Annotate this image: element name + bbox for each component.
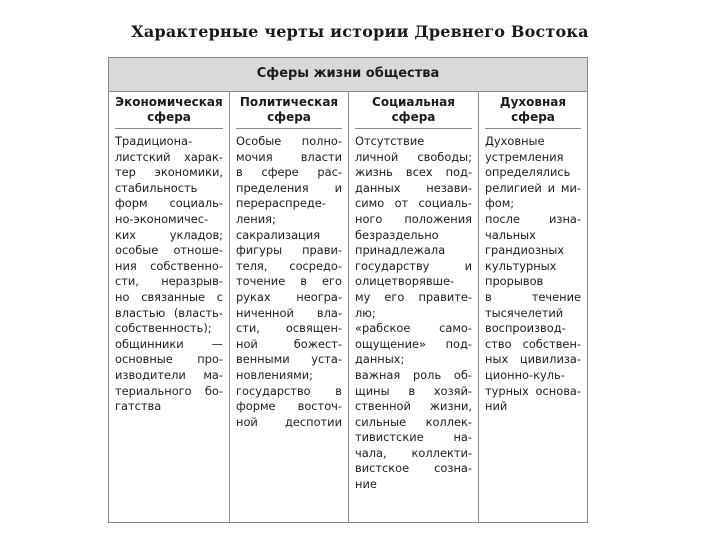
cell-word: сакрализация	[236, 227, 321, 242]
cell-word: хозяй-	[433, 383, 472, 398]
cell-word: ных	[485, 352, 509, 367]
cell-text-line	[115, 290, 223, 306]
cell-word: ственной	[355, 399, 411, 414]
cell-word: турных	[485, 383, 529, 398]
cell-text-line	[355, 415, 472, 431]
cell-word: воспроизвод-	[485, 321, 566, 336]
cell-word: сосредо-	[289, 258, 342, 273]
cell-text-line	[115, 212, 223, 228]
cell-text-line	[115, 243, 223, 259]
cell-text-line	[115, 352, 223, 368]
cell-word: ощущение»	[355, 336, 427, 351]
column-social	[348, 91, 478, 522]
cell-text-line	[115, 150, 223, 166]
cell-word: социаль-	[169, 196, 223, 211]
cell-word: ного	[355, 211, 383, 226]
comparison-table	[108, 57, 588, 523]
cell-word: грандиозных	[485, 243, 565, 258]
column-header	[115, 91, 223, 129]
cell-word: собствен-	[522, 336, 581, 351]
cell-word: Духовные	[485, 134, 545, 148]
cell-text-line	[236, 243, 342, 259]
cell-word: изна-	[549, 211, 581, 226]
cell-word: тысячелетий	[485, 305, 564, 320]
cell-word: его	[384, 289, 405, 304]
column-header-line: сфера	[267, 110, 311, 124]
column-header-line: сфера	[511, 110, 555, 124]
cell-word: листский	[115, 149, 171, 164]
cell-word: социаль-	[418, 196, 472, 211]
cell-text-line	[236, 212, 342, 228]
cell-word: рас-	[317, 165, 342, 180]
cell-text-line	[236, 415, 342, 431]
cell-text-line	[115, 134, 223, 150]
cell-word: власти	[300, 149, 342, 164]
cell-text-line	[236, 399, 342, 415]
cell-word: жизнь	[355, 165, 393, 180]
cell-text-line	[115, 384, 223, 400]
cell-text-line	[355, 368, 472, 384]
cell-word: экономики,	[154, 165, 223, 180]
cell-text-line	[355, 181, 472, 197]
cell-text-line	[485, 337, 581, 353]
cell-text-line	[355, 150, 472, 166]
cell-word: прави-	[302, 243, 342, 258]
cell-word: сти,	[236, 321, 260, 336]
cell-word: незави-	[426, 180, 472, 195]
cell-word: чала,	[355, 445, 387, 460]
cell-word: ления;	[236, 211, 276, 226]
column-header-line: Экономическая	[115, 95, 223, 109]
cell-word: вистское	[355, 461, 410, 476]
cell-word: полно-	[301, 134, 342, 148]
cell-word: основные	[115, 352, 173, 367]
cell-word: неразрыв-	[161, 274, 223, 289]
cell-word: но-экономичес-	[115, 211, 209, 226]
cell-word: отноше-	[173, 243, 223, 258]
cell-word: укладов;	[169, 227, 223, 242]
cell-word: основа-	[535, 383, 581, 398]
cell-word: фигуры	[236, 243, 283, 258]
cell-word: коллекти-	[411, 445, 472, 460]
cell-word: важная	[355, 367, 401, 382]
cell-word: властью	[115, 305, 166, 320]
cell-text-line	[236, 150, 342, 166]
cell-text-line	[485, 134, 581, 150]
cell-word: щины	[355, 383, 390, 398]
cell-text-line	[115, 368, 223, 384]
cell-text-line	[485, 196, 581, 212]
column-body	[479, 129, 587, 415]
cell-word: теля,	[236, 258, 268, 273]
table-group-header: Сферы жизни общества	[109, 58, 587, 92]
cell-word: —	[211, 336, 223, 351]
column-spiritual	[478, 91, 587, 522]
column-header-line: Духовная	[499, 95, 567, 109]
cell-text-line	[115, 337, 223, 353]
cell-word: в	[485, 289, 492, 304]
page-title: Характерные черты истории Древнего Востока	[131, 22, 589, 41]
cell-word: в	[300, 274, 307, 289]
cell-text-line	[355, 399, 472, 415]
cell-text-line	[355, 212, 472, 228]
cell-word: само-	[439, 321, 472, 336]
cell-word: связанные	[141, 289, 205, 304]
cell-word: религией	[485, 180, 542, 195]
cell-text-line	[236, 306, 342, 322]
cell-text-line	[485, 212, 581, 228]
cell-text-line	[115, 196, 223, 212]
cell-word: и	[547, 180, 556, 195]
cell-word: олицетворявшe-	[355, 274, 455, 289]
column-header	[355, 91, 472, 129]
cell-text-line	[236, 228, 342, 244]
cell-text-line	[485, 306, 581, 322]
cell-word: ний	[485, 399, 508, 414]
cell-word: в	[236, 165, 243, 180]
column-body	[230, 129, 348, 430]
cell-word: данных;	[355, 352, 405, 367]
cell-word: ких	[115, 227, 137, 242]
cell-text-line	[236, 337, 342, 353]
cell-word: в	[408, 383, 416, 398]
cell-word: прорывов	[485, 274, 544, 289]
cell-text-line	[355, 290, 472, 306]
cell-text-line	[355, 384, 472, 400]
cell-text-line	[355, 352, 472, 368]
cell-text-line	[115, 399, 223, 415]
cell-text-line	[236, 321, 342, 337]
cell-text-line	[236, 181, 342, 197]
cell-text-line	[485, 181, 581, 197]
cell-word: ния	[115, 258, 137, 273]
cell-word: симо	[355, 196, 385, 211]
cell-word: ство	[485, 336, 512, 351]
cell-word: государство	[236, 383, 311, 398]
cell-word: собственно-	[150, 258, 223, 273]
cell-text-line	[355, 306, 472, 322]
cell-word: в	[335, 383, 342, 398]
cell-text-line	[355, 446, 472, 462]
cell-word: му	[355, 289, 371, 304]
cell-text-line	[236, 165, 342, 181]
cell-word: новлениями;	[236, 367, 313, 382]
cell-word: правите-	[418, 289, 472, 304]
cell-word: фом;	[485, 196, 515, 211]
cell-word: государству	[355, 258, 430, 273]
cell-word: «рабское	[355, 321, 411, 336]
cell-text-line	[485, 259, 581, 275]
cell-word: ниченной	[236, 305, 294, 320]
column-body	[109, 129, 229, 415]
cell-word: неогра-	[296, 289, 342, 304]
column-header-line: сфера	[391, 110, 436, 124]
cell-word: тивистские	[355, 430, 424, 445]
cell-word: коллек-	[425, 414, 472, 429]
cell-word: после	[485, 211, 520, 226]
cell-text-line	[236, 196, 342, 212]
cell-text-line	[115, 321, 223, 337]
cell-text-line	[236, 274, 342, 290]
cell-text-line	[236, 368, 342, 384]
cell-word: роль	[412, 367, 442, 382]
cell-word: форм	[115, 196, 148, 211]
cell-text-line	[115, 165, 223, 181]
cell-word: принадлежала	[355, 243, 446, 258]
cell-text-line	[485, 384, 581, 400]
cell-word: данных	[355, 180, 401, 195]
cell-word: определялись	[485, 165, 571, 180]
cell-text-line	[485, 165, 581, 181]
cell-text-line	[236, 259, 342, 275]
cell-word: ной	[236, 336, 258, 351]
cell-word: на-	[453, 430, 472, 445]
cell-word: деспотии	[284, 414, 342, 429]
cell-word: ми-	[560, 180, 581, 195]
column-header-line: Политическая	[239, 95, 339, 109]
cell-text-line	[236, 290, 342, 306]
cell-word: чальных	[485, 227, 536, 242]
cell-text-line	[355, 430, 472, 446]
cell-text-line	[485, 228, 581, 244]
cell-text-line	[485, 290, 581, 306]
cell-text-line	[115, 274, 223, 290]
cell-word: пределения	[236, 180, 309, 195]
cell-text-line	[485, 150, 581, 166]
cell-word: сфере	[261, 165, 299, 180]
column-header-line: Социальная	[372, 95, 455, 109]
cell-word: сильные	[355, 414, 407, 429]
cell-text-line	[355, 274, 472, 290]
cell-word: ной	[236, 414, 258, 429]
cell-word: руках	[236, 289, 271, 304]
cell-text-line	[485, 368, 581, 384]
cell-text-line	[355, 259, 472, 275]
cell-word: особые	[115, 243, 159, 258]
cell-word: точение	[236, 274, 286, 289]
cell-word: вла-	[316, 305, 342, 320]
cell-text-line	[355, 243, 472, 259]
cell-word: общинники	[115, 336, 184, 351]
cell-text-line	[355, 337, 472, 353]
cell-text-line	[115, 306, 223, 322]
column-header	[236, 91, 342, 129]
column-body	[349, 129, 478, 493]
cell-text-line	[485, 399, 581, 415]
cell-text-line	[236, 384, 342, 400]
cell-text-line	[485, 352, 581, 368]
cell-text-line	[236, 134, 342, 150]
cell-word: бо-	[204, 383, 223, 398]
cell-word: уста-	[311, 352, 342, 367]
cell-word: форме	[236, 399, 276, 414]
cell-text-line	[485, 274, 581, 290]
column-header	[485, 91, 581, 129]
cell-text-line	[485, 243, 581, 259]
cell-word: устремления	[485, 149, 564, 164]
cell-word: божест-	[293, 336, 342, 351]
cell-word: тер	[115, 165, 136, 180]
cell-word: цивилиза-	[519, 352, 581, 367]
cell-text-line	[236, 352, 342, 368]
cell-word: об-	[453, 367, 472, 382]
cell-word: мочия	[236, 149, 273, 164]
cell-word: ма-	[203, 367, 223, 382]
cell-word: под-	[445, 165, 472, 180]
cell-word: изводители	[115, 367, 186, 382]
cell-text-line	[355, 461, 472, 477]
cell-word: стабильность	[115, 180, 198, 195]
cell-word: восточ-	[297, 399, 342, 414]
cell-word: Особые	[236, 134, 282, 148]
cell-word: ционно-куль-	[485, 367, 565, 382]
cell-word: сти,	[115, 274, 139, 289]
cell-text-line	[115, 181, 223, 197]
cell-word: созна-	[434, 461, 472, 476]
cell-text-line	[355, 165, 472, 181]
cell-text-line	[485, 321, 581, 337]
cell-word: культурных	[485, 258, 557, 273]
cell-word: освящен-	[285, 321, 342, 336]
cell-word: гатства	[115, 399, 162, 414]
cell-text-line	[355, 196, 472, 212]
column-economic	[109, 91, 229, 522]
cell-word: ние	[355, 477, 377, 492]
cell-word: течение	[531, 289, 581, 304]
cell-text-line	[115, 259, 223, 275]
cell-word: с	[216, 289, 223, 304]
cell-text-line	[355, 228, 472, 244]
cell-word: личной	[355, 149, 399, 164]
cell-word: (власть-	[173, 305, 223, 320]
cell-word: положения	[404, 211, 472, 226]
cell-word: и	[334, 180, 342, 195]
cell-word: перераспреде-	[236, 196, 326, 211]
cell-word: жизни,	[429, 399, 472, 414]
cell-word: и	[464, 258, 472, 273]
cell-word: всех	[405, 165, 433, 180]
cell-word: харак-	[184, 149, 223, 164]
cell-word: его	[322, 274, 342, 289]
cell-word: лю;	[355, 305, 376, 320]
cell-text-line	[355, 477, 472, 493]
cell-text-line	[355, 134, 472, 150]
cell-word: под-	[445, 336, 472, 351]
cell-word: собственность);	[115, 321, 212, 336]
cell-word: но	[115, 289, 130, 304]
cell-word: про-	[197, 352, 223, 367]
cell-word: безраздельно	[355, 227, 439, 242]
cell-word: териального	[115, 383, 192, 398]
column-header-line: сфера	[147, 110, 191, 124]
cell-word: свободы;	[417, 149, 472, 164]
cell-word: Отсутствие	[355, 134, 425, 148]
cell-text-line	[115, 228, 223, 244]
cell-word: Традициона-	[115, 134, 193, 148]
cell-word: венными	[236, 352, 290, 367]
column-political	[229, 91, 348, 522]
cell-text-line	[355, 321, 472, 337]
cell-word: от	[394, 196, 409, 211]
